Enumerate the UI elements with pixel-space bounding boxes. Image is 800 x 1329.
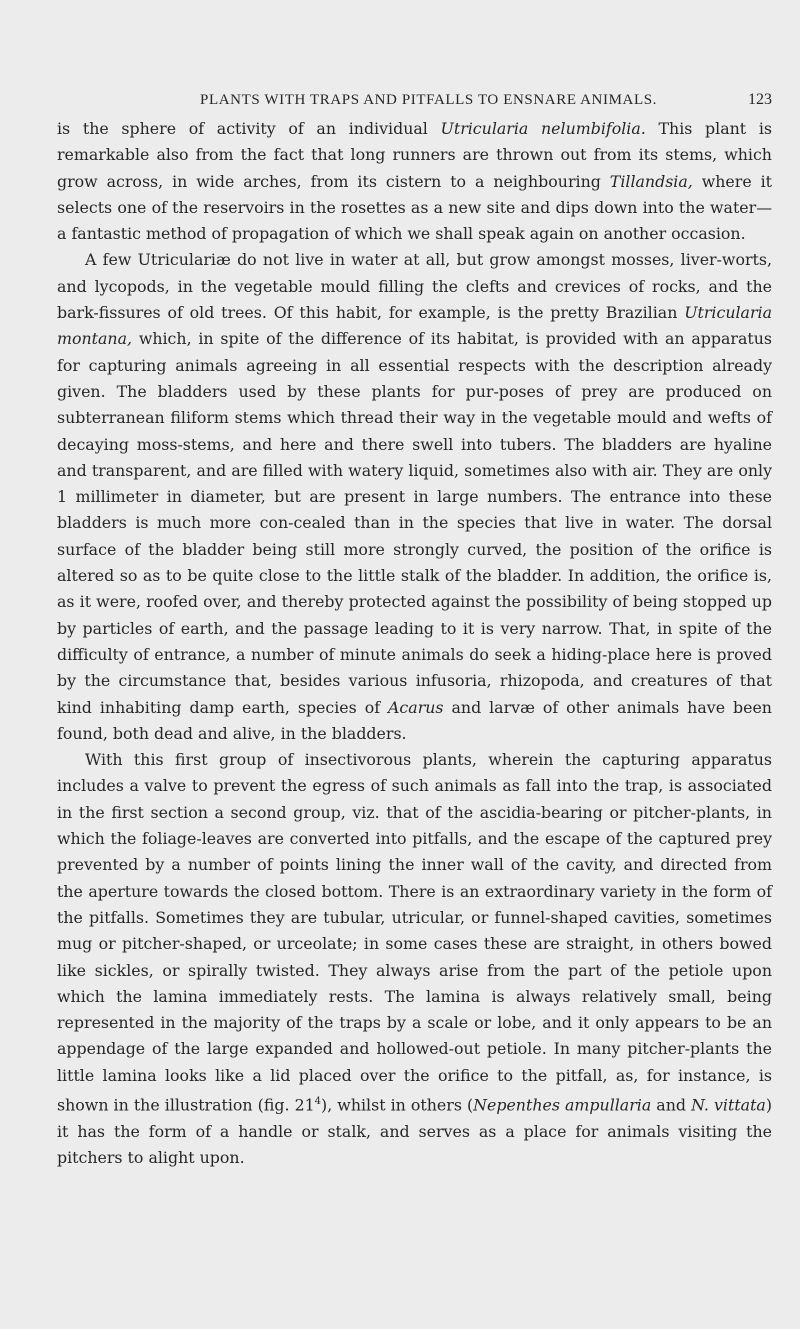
text-run: This plant is remarkable also from the fact that long runners are thrown out from its stems, which grow across, in wide arches, from its cistern to a neighbouring — [57, 119, 772, 191]
text-run: where it selects one of the reservoirs in the rosettes as a new site and dips down into the water—a fantastic method of propagation of which we shall speak again on another occasion. — [57, 171, 772, 244]
text-run: and — [651, 1095, 692, 1115]
italic-text-run: Nepenthes ampullaria — [473, 1095, 652, 1115]
italic-text-run: Utricularia nelumbifolia. — [440, 119, 646, 138]
superscript-text-run: 4 — [314, 1095, 322, 1107]
page-header — [125, 88, 772, 112]
body-text — [57, 116, 772, 1171]
text-run: which, in spite of the difference of its habitat, is provided with an apparatus for capturing animals agreeing in all essential respects with the description already given. The bladders used by these plants for pur-poses of prey are produced on subterranean filiform stems which thread their way in the vegetable mould and wefts of decaying moss-stems, and here and there swell into tubers. The bladders are hyaline and transparent, and are filled with watery liquid, sometimes also with air. They are only 1 millimeter in diameter, but are present in large numbers. The entrance into these bladders is much more con-cealed than in the species that live in water. The dorsal surface of the bladder being still more strongly curved, the position of the orifice is altered so as to be quite close to the little stalk of the bladder. In addition, the orifice is, as it were, roofed over, and thereby protected against the possibility of being stopped up by particles of earth, and the passage leading to it is very narrow. That, in spite of the difficulty of entrance, a number of minute animals do seek a hiding-place here is proved by the circumstance that, besides various infusoria, rhizopoda, and creatures of that kind inhabiting damp earth, species of — [57, 329, 772, 717]
running-title: PLANTS WITH TRAPS AND PITFALLS TO ENSNARE ANIMALS. — [200, 92, 657, 108]
italic-text-run: Utricularia montana, — [57, 303, 772, 349]
text-run: ), whilst in others ( — [321, 1095, 474, 1115]
page-number: 123 — [748, 91, 772, 108]
text-run: is the sphere of activity of an individual — [57, 119, 441, 138]
text-run: ) it has the form of a handle or stalk, and serves as a place for animals visiting the pitchers to alight upon. — [57, 1095, 773, 1167]
italic-text-run: Tillandsia, — [609, 171, 693, 191]
paragraph — [57, 747, 772, 1171]
italic-text-run: N. vittata — [691, 1095, 766, 1115]
text-run: A few Utriculariæ do not live in water at all, but grow amongst mosses, liver-worts, and lycopods, in the vegetable mould filling the clefts and crevices of rocks, and the bark-fissures of old trees. Of this habit, for example, is the pretty Brazilian — [57, 250, 772, 323]
text-run: and larvæ of other animals have been found, both dead and alive, in the bladders. — [57, 697, 772, 743]
paragraph — [57, 247, 772, 747]
text-run: With this first group of insectivorous plants, wherein the capturing apparatus includes a valve to prevent the egress of such animals as fall into the trap, is associated in the first section a second group, viz. that of the ascidia-bearing or pitcher-plants, in which the foliage-leaves are converted into pitfalls, and the escape of the captured prey prevented by a number of points lining the inner wall of the cavity, and directed from the aperture towards the closed bottom. There is an extraordinary variety in the form of the pitfalls. Sometimes they are tubular, utricular, or funnel-shaped cavities, sometimes mug or pitcher-shaped, or urceolate; in some cases these are straight, in others bowed like sickles, or spirally twisted. They always arise from the part of the petiole upon which the lamina immediately rests. The lamina is always relatively small, being represented in the majority of the traps by a scale or lobe, and it only appears to be an appendage of the large expanded and hollowed-out petiole. In many pitcher-plants the little lamina looks like a lid placed over the orifice to the pitfall, as, for instance, is shown in the illustration (fig. 21 — [57, 750, 772, 1115]
italic-text-run: Acarus — [388, 697, 444, 717]
paragraph — [57, 116, 772, 247]
